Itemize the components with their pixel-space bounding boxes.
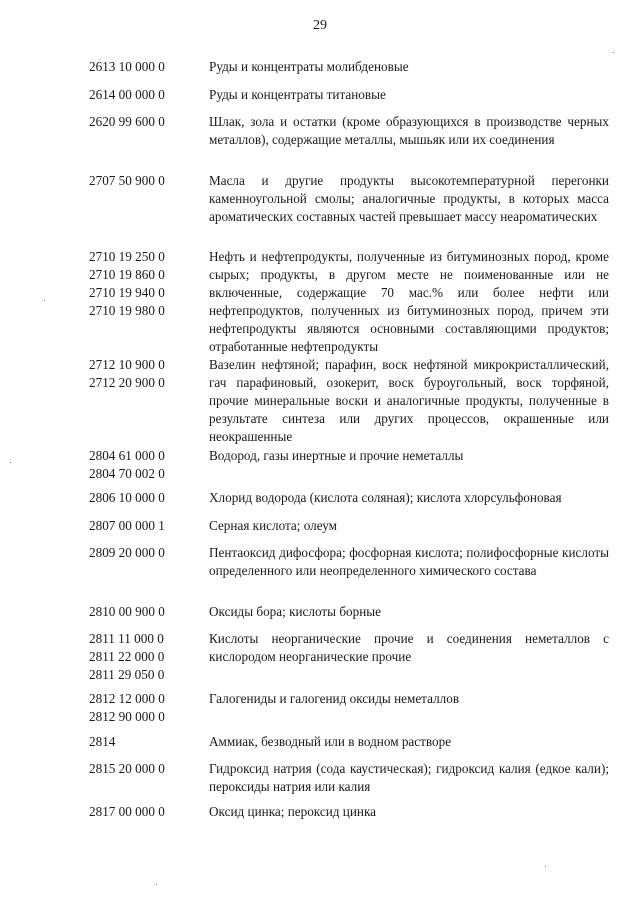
description: Кислоты неорганические прочие и соединения неметаллов с кислородом неорганические прочие bbox=[209, 631, 609, 664]
code-column bbox=[89, 544, 199, 562]
tn-ved-code: 2707 50 900 0 bbox=[89, 173, 165, 188]
tn-ved-code: 2810 00 900 0 bbox=[89, 604, 165, 619]
code-column bbox=[89, 86, 199, 104]
description: Руды и концентраты молибденовые bbox=[209, 59, 409, 74]
code-column bbox=[89, 58, 199, 76]
tn-ved-code: 2815 20 000 0 bbox=[89, 761, 165, 776]
tn-ved-code: 2804 70 002 0 bbox=[89, 466, 165, 481]
description: Нефть и нефтепродукты, полученные из битуминозных пород, кроме сырых; продукты, в другом месте не поименованные или не включенные, содержащие 70 мас.% или более нефти или нефтепродуктов, полученных из битуминозных пород, причем эти нефтепродукты являются основными составляющими продуктов; отработанные нефтепродукты bbox=[209, 249, 609, 354]
code-column bbox=[89, 172, 199, 190]
description: Шлак, зола и остатки (кроме образующихся в производстве черных металлов), содержащие металлы, мышьяк или их соединения bbox=[209, 114, 609, 147]
tn-ved-code: 2710 19 860 0 bbox=[89, 267, 165, 282]
code-column bbox=[89, 489, 199, 507]
description: Гидроксид натрия (сода каустическая); гидроксид калия (едкое кали); пероксиды натрия или калия bbox=[209, 761, 609, 794]
tn-ved-code: 2809 20 000 0 bbox=[89, 545, 165, 560]
code-column bbox=[89, 447, 199, 483]
tn-ved-code: 2710 19 980 0 bbox=[89, 303, 165, 318]
code-column bbox=[89, 356, 199, 392]
tn-ved-code: 2811 22 000 0 bbox=[89, 649, 165, 664]
tn-ved-code: 2614 00 000 0 bbox=[89, 87, 165, 102]
description: Оксид цинка; пероксид цинка bbox=[209, 804, 377, 819]
tn-ved-code: 2710 19 250 0 bbox=[89, 249, 165, 264]
tn-ved-code: 2807 00 000 1 bbox=[89, 518, 165, 533]
description: Масла и другие продукты высокотемпературной перегонки каменноугольной смолы; аналогичные продукты, в которых масса ароматических составных частей превышает массу неароматических bbox=[209, 173, 609, 224]
tn-ved-code: 2804 61 000 0 bbox=[89, 448, 165, 463]
description: Вазелин нефтяной; парафин, воск нефтяной микрокристаллический, гач парафиновый, озокерит, воск буроугольный, воск торфяной, прочие минеральные воски и аналогичные продукты, полученные в результате синтеза или других процессов, окрашенные или неокрашенные bbox=[209, 357, 609, 444]
tn-ved-code: 2812 12 000 0 bbox=[89, 691, 165, 706]
tn-ved-code: 2712 10 900 0 bbox=[89, 357, 165, 372]
code-column bbox=[89, 733, 199, 751]
description: Аммиак, безводный или в водном растворе bbox=[209, 734, 452, 749]
scan-speck bbox=[545, 866, 546, 867]
description: Водород, газы инертные и прочие неметаллы bbox=[209, 448, 464, 463]
tn-ved-code: 2712 20 900 0 bbox=[89, 375, 165, 390]
code-column bbox=[89, 690, 199, 726]
tn-ved-code: 2811 29 050 0 bbox=[89, 667, 165, 682]
scan-speck bbox=[10, 462, 11, 463]
description: Галогениды и галогенид оксиды неметаллов bbox=[209, 691, 460, 706]
tn-ved-code: 2613 10 000 0 bbox=[89, 59, 165, 74]
description: Руды и концентраты титановые bbox=[209, 87, 386, 102]
scan-speck bbox=[44, 300, 45, 301]
code-column bbox=[89, 113, 199, 131]
scan-speck bbox=[613, 52, 614, 53]
tn-ved-code: 2812 90 000 0 bbox=[89, 709, 165, 724]
code-column bbox=[89, 248, 199, 320]
description: Хлорид водорода (кислота соляная); кислота хлорсульфоновая bbox=[209, 490, 562, 505]
scan-speck bbox=[156, 884, 157, 885]
tn-ved-code: 2814 bbox=[89, 734, 116, 749]
code-column bbox=[89, 603, 199, 621]
code-column bbox=[89, 803, 199, 821]
code-column bbox=[89, 517, 199, 535]
description: Пентаоксид дифосфора; фосфорная кислота; полифосфорные кислоты определенного или неопределенного химического состава bbox=[209, 545, 609, 578]
tn-ved-code: 2710 19 940 0 bbox=[89, 285, 165, 300]
tn-ved-code: 2620 99 600 0 bbox=[89, 114, 165, 129]
tn-ved-code: 2806 10 000 0 bbox=[89, 490, 165, 505]
page-number: 29 bbox=[313, 18, 327, 33]
description: Серная кислота; олеум bbox=[209, 518, 338, 533]
code-column bbox=[89, 760, 199, 778]
tn-ved-code: 2811 11 000 0 bbox=[89, 631, 164, 646]
description: Оксиды бора; кислоты борные bbox=[209, 604, 381, 619]
code-column bbox=[89, 630, 199, 684]
tn-ved-code: 2817 00 000 0 bbox=[89, 804, 165, 819]
